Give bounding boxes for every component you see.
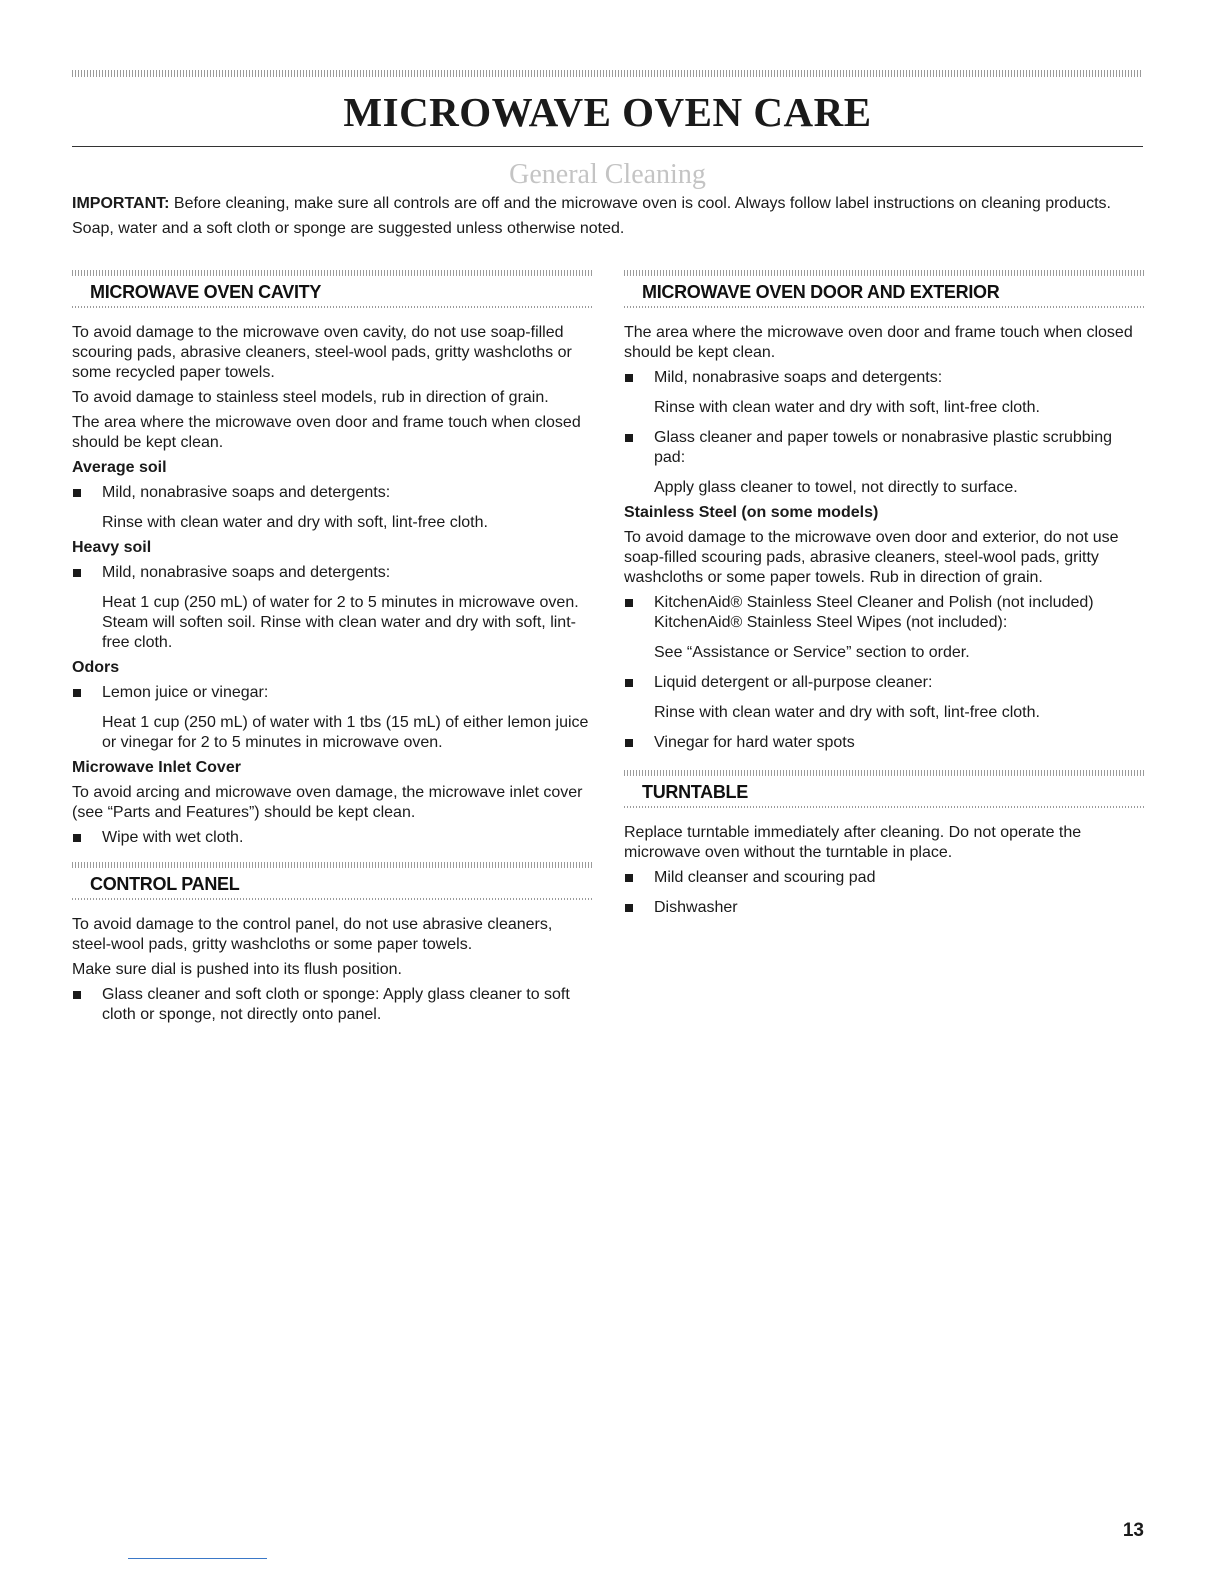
average-soil-list [72,483,592,503]
square-bullet-icon [73,569,81,577]
square-bullet-icon [625,739,633,747]
door-exterior-heading: MICROWAVE OVEN DOOR AND EXTERIOR [642,282,1000,302]
right-column [624,270,1144,923]
section-subtitle: General Cleaning [509,159,706,190]
square-bullet-icon [625,904,633,912]
list-item [72,683,592,703]
list-item [624,368,1144,388]
list-item-text: Lemon juice or vinegar: [102,684,269,701]
list-item-text: Liquid detergent or all-purpose cleaner: [654,674,933,691]
inlet-cover-text: To avoid arcing and microwave oven damage, the microwave inlet cover (see “Parts and Features”) should be kept clean. [72,784,583,821]
heavy-soil-note: Heat 1 cup (250 mL) of water for 2 to 5 minutes in microwave oven. Steam will soften soil. Rinse with clean water and dry with soft, lint-free cloth. [102,594,579,651]
inlet-cover-heading: Microwave Inlet Cover [72,759,241,776]
list-item-text: Mild, nonabrasive soaps and detergents: [102,484,391,501]
intro-block [72,194,1143,244]
page-title: MICROWAVE OVEN CARE [343,89,872,135]
list-item [72,985,592,1025]
list-item-text: Mild, nonabrasive soaps and detergents: [102,564,391,581]
spacer [624,758,1144,770]
list-item [624,428,1144,468]
square-bullet-icon [73,489,81,497]
odors-list [72,683,592,703]
door-exterior-list [624,368,1144,388]
list-item [72,563,592,583]
turntable-list [624,868,1144,918]
cavity-paragraph: To avoid damage to the microwave oven cavity, do not use soap-filled scouring pads, abrasive cleaners, steel-wool pads, gritty washcloths or some recycled paper towels. [72,324,572,381]
average-soil-note: Rinse with clean water and dry with soft, lint-free cloth. [102,514,488,531]
control-panel-list [72,985,592,1025]
cavity-paragraph: To avoid damage to stainless steel models, rub in direction of grain. [72,389,549,406]
turntable-paragraph: Replace turntable immediately after cleaning. Do not operate the microwave oven without the turntable in place. [624,824,1082,861]
list-item-text: Glass cleaner and paper towels or nonabrasive plastic scrubbing pad: [654,429,1113,466]
list-item [624,593,1144,633]
door-exterior-list [624,428,1144,468]
title-rule [72,146,1143,147]
inlet-cover-list [72,828,592,848]
cavity-heading: MICROWAVE OVEN CAVITY [90,282,322,302]
list-item-text: Dishwasher [654,899,738,916]
section-rule [72,898,592,900]
square-bullet-icon [625,874,633,882]
list-item-text: Vinegar for hard water spots [654,734,855,751]
left-column [72,270,592,1030]
list-item-text: KitchenAid® Stainless Steel Wipes (not included): [654,614,1008,631]
list-item-text: Mild cleanser and scouring pad [654,869,876,886]
section-rule [624,306,1144,308]
section-rule [72,306,592,308]
important-text: Before cleaning, make sure all controls are off and the microwave oven is cool. Always follow label instructions on cleaning products. [169,195,1111,212]
stainless-list [624,733,1144,753]
square-bullet-icon [73,991,81,999]
stainless-list [624,673,1144,693]
turntable-section-header [624,770,1144,808]
control-panel-paragraph: Make sure dial is pushed into its flush position. [72,961,402,978]
header-hatch-band [72,70,1143,77]
list-item [624,868,1144,888]
stainless-text: To avoid damage to the microwave oven door and exterior, do not use soap-filled scouring pads, abrasive cleaners, steel-wool pads, gritty washcloths or some paper towels. Rub in direction of grain. [624,529,1119,586]
square-bullet-icon [73,689,81,697]
list-item [624,898,1144,918]
odors-note: Heat 1 cup (250 mL) of water with 1 tbs (15 mL) of either lemon juice or vinegar for 2 to 5 minutes in microwave oven. [102,714,589,751]
odors-heading: Odors [72,659,120,676]
cavity-paragraph: The area where the microwave oven door and frame touch when closed should be kept clean. [72,414,581,451]
average-soil-heading: Average soil [72,459,167,476]
square-bullet-icon [625,679,633,687]
stainless-list [624,593,1144,633]
page-number: 13 [1122,1520,1144,1541]
stainless-note: See “Assistance or Service” section to order. [654,644,970,661]
square-bullet-icon [73,834,81,842]
footer-link-rule [128,1558,267,1559]
section-rule [624,806,1144,808]
square-bullet-icon [625,434,633,442]
list-item-text: Glass cleaner and soft cloth or sponge: Apply glass cleaner to soft cloth or sponge, not directly onto panel. [102,986,570,1023]
door-exterior-note: Rinse with clean water and dry with soft, lint-free cloth. [654,399,1040,416]
list-item [624,673,1144,693]
square-bullet-icon [625,374,633,382]
list-item [624,733,1144,753]
heavy-soil-list [72,563,592,583]
list-item [72,828,592,848]
door-exterior-paragraph: The area where the microwave oven door and frame touch when closed should be kept clean. [624,324,1133,361]
door-exterior-note: Apply glass cleaner to towel, not directly to surface. [654,479,1018,496]
list-item-text: Wipe with wet cloth. [102,829,244,846]
cavity-section-header [72,270,592,308]
important-label: IMPORTANT: [72,195,170,212]
control-panel-section-header [72,862,592,900]
square-bullet-icon [625,599,633,607]
control-panel-heading: CONTROL PANEL [90,874,240,894]
door-exterior-section-header [624,270,1144,308]
heavy-soil-heading: Heavy soil [72,539,152,556]
list-item-text: KitchenAid® Stainless Steel Cleaner and Polish (not included) [654,594,1094,611]
turntable-heading: TURNTABLE [642,782,748,802]
spacer [72,853,592,862]
stainless-note: Rinse with clean water and dry with soft, lint-free cloth. [654,704,1040,721]
intro-note: Soap, water and a soft cloth or sponge are suggested unless otherwise noted. [72,220,625,237]
stainless-heading: Stainless Steel (on some models) [624,504,879,521]
list-item-text: Mild, nonabrasive soaps and detergents: [654,369,943,386]
important-note [72,194,1143,214]
list-item [72,483,592,503]
control-panel-paragraph: To avoid damage to the control panel, do not use abrasive cleaners, steel-wool pads, gritty washcloths or some paper towels. [72,916,553,953]
